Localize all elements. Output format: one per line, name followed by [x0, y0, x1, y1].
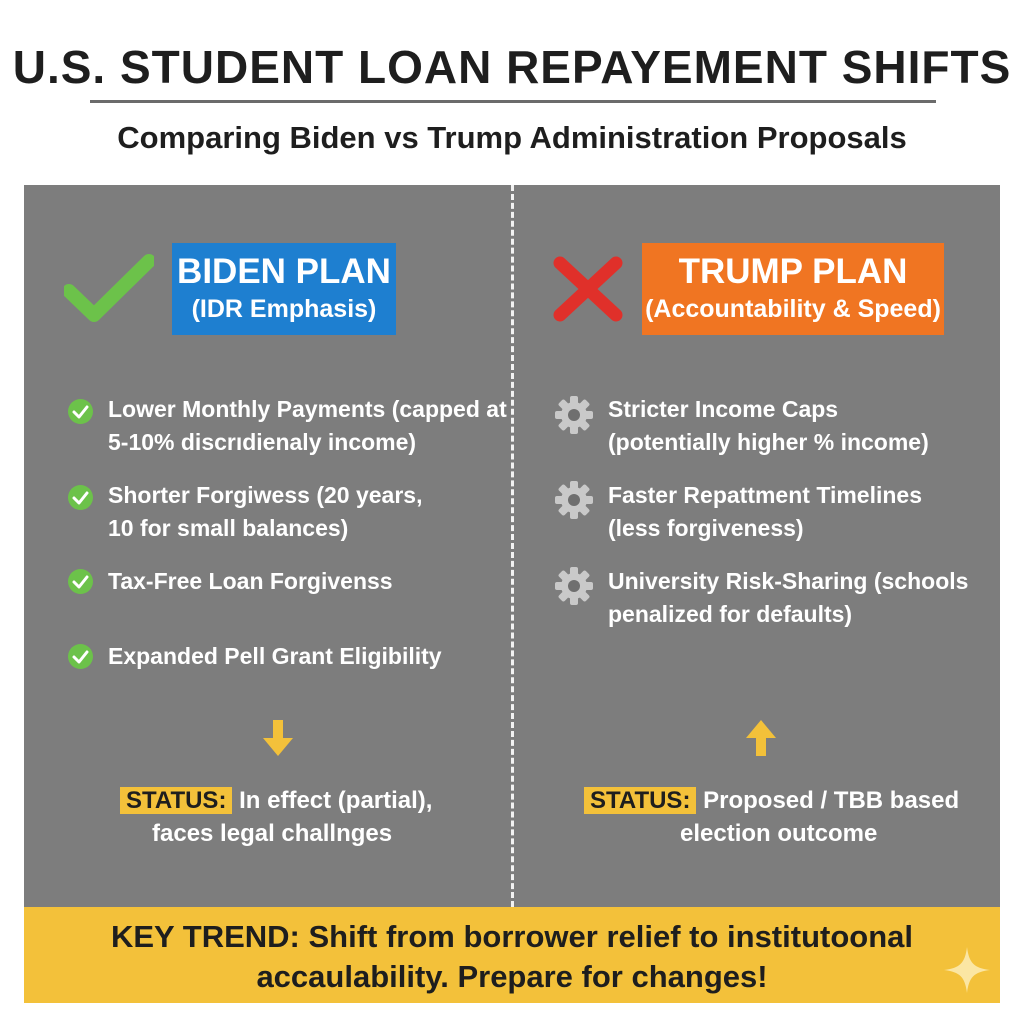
- key-trend-line-2: accaulability. Prepare for changes!: [256, 959, 768, 994]
- list-item: Lower Monthly Payments (capped at 5-10% discrıdienaly income): [108, 396, 507, 455]
- comparison-panel: [24, 185, 1000, 907]
- trump-plan-header: [642, 243, 944, 335]
- trump-status-text: Proposed / TBB based: [703, 787, 960, 814]
- title-divider: [90, 100, 936, 103]
- list-item: Expanded Pell Grant Eligibility: [108, 643, 442, 669]
- check-circle-icon: [68, 485, 93, 510]
- gear-icon: [554, 480, 594, 520]
- check-circle-icon: [68, 399, 93, 424]
- gear-icon: [554, 566, 594, 606]
- biden-status-text: In effect (partial),: [239, 787, 433, 814]
- arrow-up-icon: [744, 718, 778, 758]
- sparkle-icon: [942, 945, 992, 995]
- page-title: U.S. STUDENT LOAN REPAYEMENT SHIFTS: [12, 41, 1012, 93]
- check-mark-icon: [64, 253, 154, 323]
- status-badge: STATUS:: [584, 787, 696, 814]
- key-trend-line-1: KEY TREND: Shift from borrower relief to institutᴏonal: [110, 919, 913, 954]
- trump-status: [584, 784, 994, 818]
- biden-plan-title: BIDEN PLAN: [177, 252, 391, 291]
- biden-plan-header: [172, 243, 396, 335]
- list-item: University Risk-Sharing (schools penalized for defaults): [608, 568, 969, 627]
- trump-plan-title: TRUMP PLAN: [678, 252, 908, 291]
- biden-status-continued: faces legal challnges: [152, 820, 393, 847]
- key-trend-banner: [24, 907, 1000, 1003]
- trump-status-continued: election outcome: [680, 820, 878, 847]
- biden-status: [120, 784, 500, 818]
- gear-icon: [554, 395, 594, 435]
- list-item: Tax-Free Loan Forgivenss: [108, 568, 393, 594]
- page-subtitle: Comparing Biden vs Trump Administration Proposals: [117, 120, 907, 155]
- biden-plan-subtitle: (IDR Emphasis): [191, 295, 377, 323]
- x-mark-icon: [552, 255, 624, 323]
- center-divider: [511, 185, 514, 907]
- list-item: Shorter Forgiwess (20 years, 10 for small balances): [108, 482, 423, 541]
- list-item: Faster Repattment Timelines (less forgiveness): [608, 482, 923, 541]
- status-badge: STATUS:: [120, 787, 232, 814]
- arrow-down-icon: [261, 718, 295, 758]
- check-circle-icon: [68, 569, 93, 594]
- trump-plan-subtitle: (Accountability & Speed): [645, 295, 941, 323]
- list-item: Stricter Income Caps (potentially higher % income): [608, 396, 929, 455]
- check-circle-icon: [68, 644, 93, 669]
